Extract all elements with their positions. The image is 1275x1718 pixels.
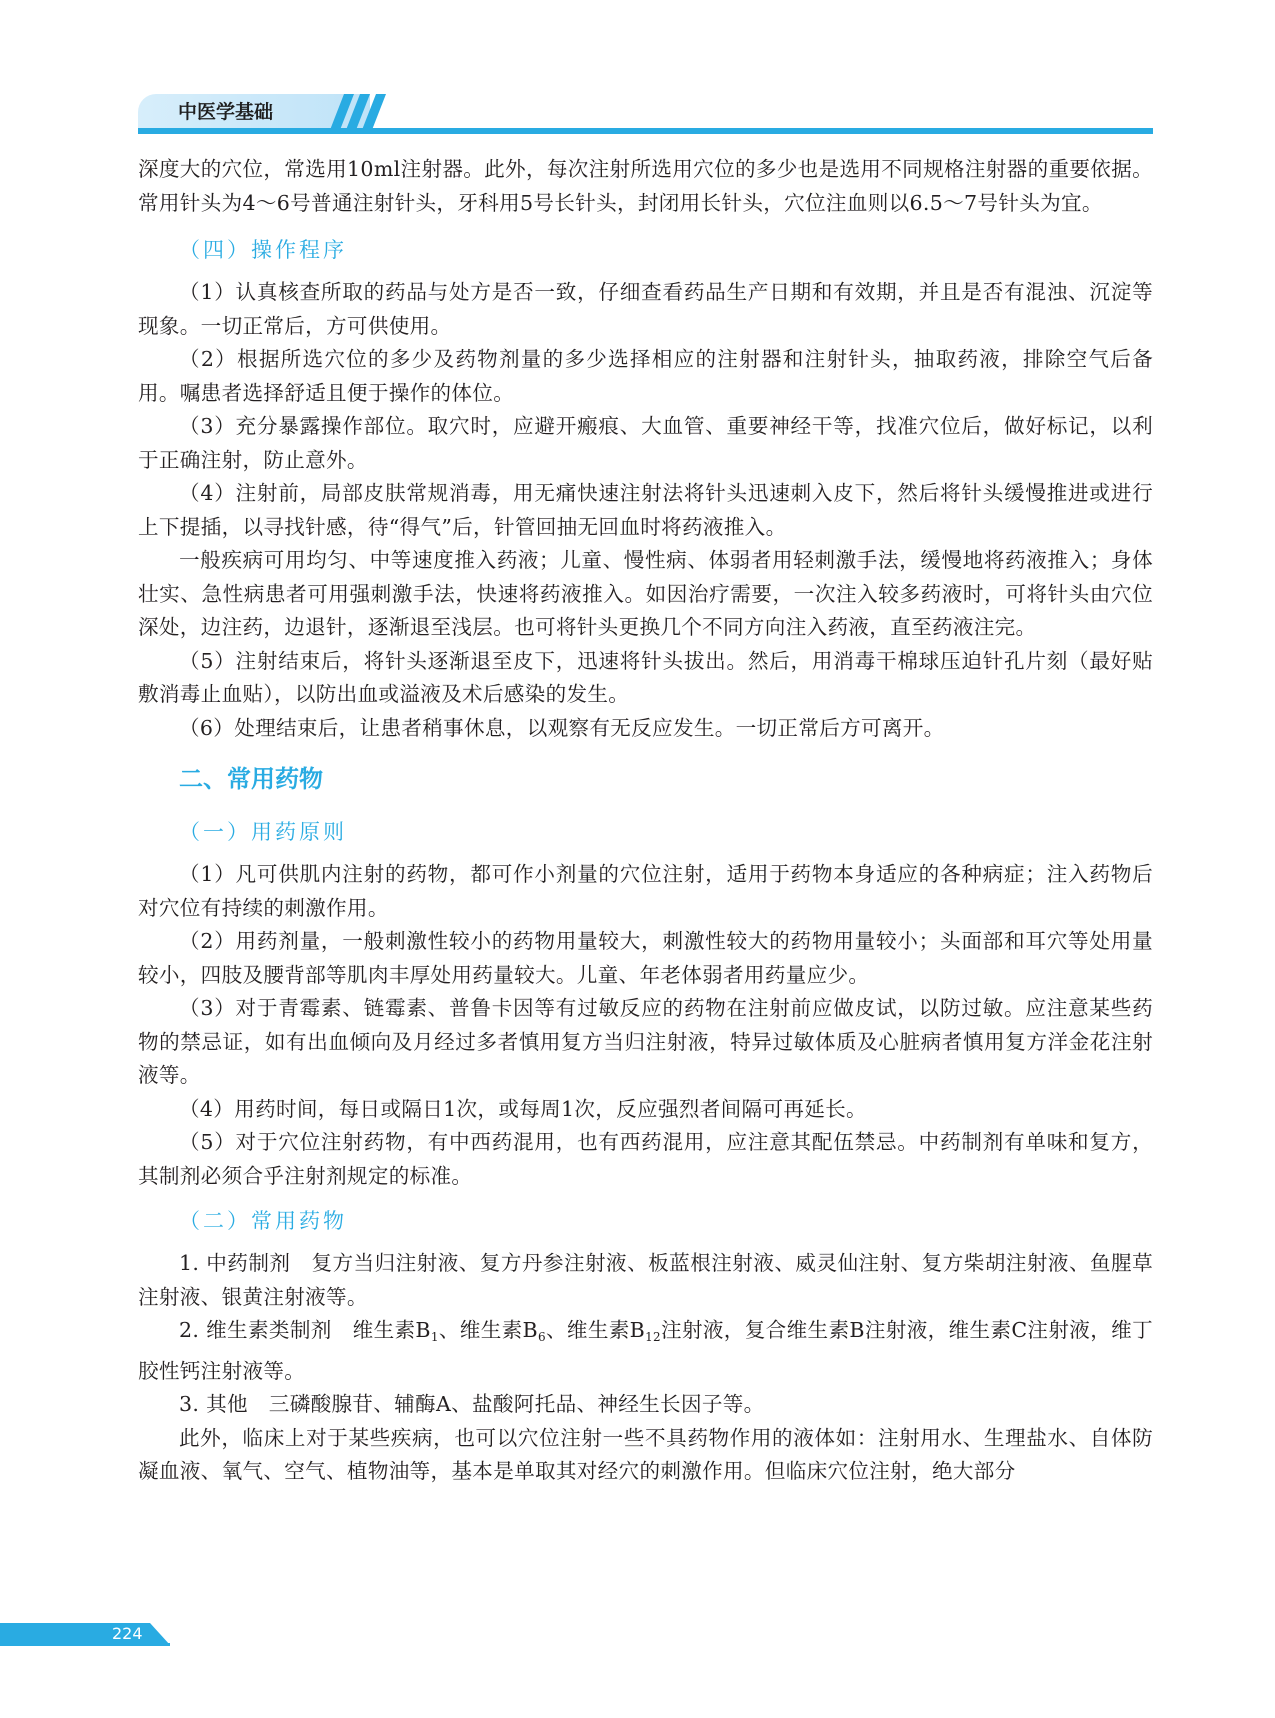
paragraph: （5）注射结束后，将针头逐渐退至皮下，迅速将针头拔出。然后，用消毒干棉球压迫针孔片刻（最好贴敷消毒止血贴），以防出血或溢液及术后感染的发生。 (138, 648, 1153, 706)
paragraph: （5）对于穴位注射药物，有中西药混用，也有西药混用，应注意其配伍禁忌。中药制剂有单味和复方，其制剂必须合乎注射剂规定的标准。 (138, 1130, 1153, 1188)
paragraph: （3）充分暴露操作部位。取穴时，应避开瘢痕、大血管、重要神经干等，找准穴位后，做好标记，以利于正确注射，防止意外。 (138, 414, 1153, 472)
section-heading-common-drugs: （二）常用药物 (179, 1209, 347, 1233)
page-header (0, 0, 1275, 140)
paragraph: （4）注射前，局部皮肤常规消毒，用无痛快速注射法将针头迅速刺入皮下，然后将针头缓慢推进或进行上下提插，以寻找针感，待“得气”后，针管回抽无回血时将药液推入。 (138, 481, 1153, 539)
drug-list-text: 三磷酸腺苷、辅酶A、盐酸阿托品、神经生长因子等。 (268, 1392, 765, 1416)
section-heading-medication-principles: （一）用药原则 (179, 820, 347, 844)
drug-list-item (138, 1314, 1153, 1388)
book-title: 中医学基础 (178, 101, 274, 123)
drug-list-text: 维生素B (352, 1318, 431, 1342)
drug-list-item (138, 1247, 1153, 1314)
paragraph: 此外，临床上对于某些疾病，也可以穴位注射一些不具药物作用的液体如：注射用水、生理盐水、自体防凝血液、氧气、空气、植物油等，基本是单取其对经穴的刺激作用。但临床穴位注射，绝大部分 (138, 1425, 1153, 1483)
paragraph: 深度大的穴位，常选用10ml注射器。此外，每次注射所选用穴位的多少也是选用不同规格注射器的重要依据。常用针头为4～6号普通注射针头，牙科用5号长针头，封闭用长针头，穴位注血则以6.5～7号针头为宜。 (138, 157, 1153, 215)
drug-list-text: 复方当归注射液、复方丹参注射液、板蓝根注射液、威灵仙注射、复方柴胡注射液、鱼腥草注射液、银黄注射液等。 (138, 1251, 1153, 1309)
subscript: 6 (537, 1330, 546, 1344)
paragraph: 一般疾病可用均匀、中等速度推入药液；儿童、慢性病、体弱者用轻刺激手法，缓慢地将药液推入；身体壮实、急性病患者可用强刺激手法，快速将药液推入。如因治疗需要，一次注入较多药液时，可将针头由穴位深处，边注药，边退针，逐渐退至浅层。也可将针头更换几个不同方向注入药液，直至药液注完。 (138, 548, 1153, 639)
paragraph: （3）对于青霉素、链霉素、普鲁卡因等有过敏反应的药物在注射前应做皮试，以防过敏。应注意某些药物的禁忌证，如有出血倾向及月经过多者慎用复方当归注射液，特异过敏体质及心脏病者慎用复方洋金花注射液等。 (138, 996, 1153, 1087)
chapter-heading-common-drugs: 二、常用药物 (179, 765, 323, 793)
drug-list-text: 注射液，复合维生素B注射液，维生素C注射液，维丁胶性钙注射液等。 (138, 1318, 1153, 1383)
drug-category-label: 3. 其他 (179, 1392, 248, 1416)
header-stripes-decoration (330, 94, 390, 130)
drug-list-text: 、维生素B (545, 1318, 646, 1342)
footer-bar (0, 1623, 170, 1645)
paragraph: （1）认真核查所取的药品与处方是否一致，仔细查看药品生产日期和有效期，并且是否有混浊、沉淀等现象。一切正常后，方可供使用。 (138, 280, 1153, 338)
subscript: 1 (430, 1330, 439, 1344)
drug-list-text: 、维生素B (438, 1318, 538, 1342)
paragraph: （2）用药剂量，一般刺激性较小的药物用量较大，刺激性较大的药物用量较小；头面部和耳穴等处用量较小，四肢及腰背部等肌肉丰厚处用药量较大。儿童、年老体弱者用药量应少。 (138, 929, 1153, 987)
drug-category-label: 2. 维生素类制剂 (179, 1318, 332, 1342)
paragraph: （1）凡可供肌内注射的药物，都可作小剂量的穴位注射，适用于药物本身适应的各种病症；注入药物后对穴位有持续的刺激作用。 (138, 862, 1153, 920)
subscript: 12 (645, 1330, 661, 1344)
paragraph: （6）处理结束后，让患者稍事休息，以观察有无反应发生。一切正常后方可离开。 (179, 715, 945, 740)
page-number: 224 (112, 1624, 143, 1643)
paragraph: （4）用药时间，每日或隔日1次，或每周1次，反应强烈者间隔可再延长。 (179, 1096, 867, 1121)
drug-list-item (138, 1388, 1153, 1422)
footer-line (0, 1643, 170, 1646)
section-heading-operation-procedure: （四）操作程序 (179, 238, 347, 262)
page-content (138, 153, 1153, 1489)
header-rule (138, 128, 1153, 134)
paragraph: （2）根据所选穴位的多少及药物剂量的多少选择相应的注射器和注射针头，抽取药液，排除空气后备用。嘱患者选择舒适且便于操作的体位。 (138, 347, 1153, 405)
drug-category-label: 1. 中药制剂 (179, 1251, 291, 1275)
